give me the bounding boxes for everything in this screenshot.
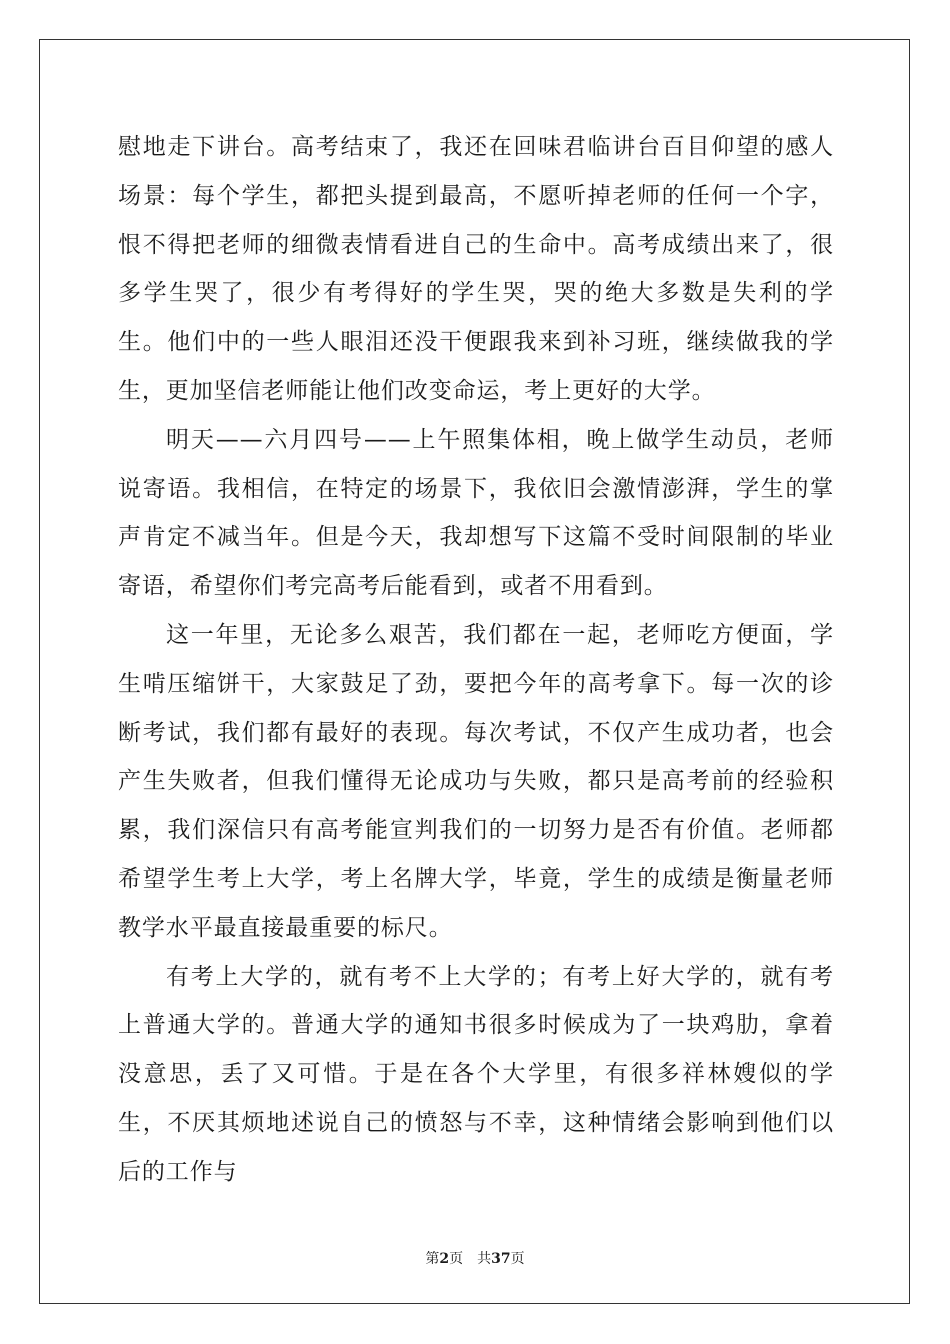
paragraph-1: 慰地走下讲台。高考结束了，我还在回味君临讲台百目仰望的感人场景：每个学生，都把头提到最高，不愿听掉老师的任何一个字，恨不得把老师的细微表情看进自己的生命中。高考成绩出来了，很多学生哭了，很少有考得好的学生哭，哭的绝大多数是失利的学生。他们中的一些人眼泪还没干便跟我来到补习班，继续做我的学生，更加坚信老师能让他们改变命运，考上更好的大学。 [118,134,834,404]
paragraph-2: 明天——六月四号——上午照集体相，晚上做学生动员，老师说寄语。我相信，在特定的场景下，我依旧会激情澎湃，学生的掌声肯定不减当年。但是今天，我却想写下这篇不受时间限制的毕业寄语，希望你们考完高考后能看到，或者不用看到。 [118,426,834,600]
document-body [118,123,834,1197]
paragraph-3: 这一年里，无论多么艰苦，我们都在一起，老师吃方便面，学生啃压缩饼干，大家鼓足了劲，要把今年的高考拿下。每一次的诊断考试，我们都有最好的表现。每次考试，不仅产生成功者，也会产生失败者，但我们懂得无论成功与失败，都只是高考前的经验积累，我们深信只有高考能宣判我们的一切努力是否有价值。老师都希望学生考上大学，考上名牌大学，毕竟，学生的成绩是衡量老师教学水平最直接最重要的标尺。 [118,621,834,941]
total-suffix: 页 [510,1251,525,1267]
page-footer [0,1248,950,1268]
page-number: 2 [439,1251,450,1267]
paragraph-4: 有考上大学的，就有考不上大学的；有考上好大学的，就有考上普通大学的。普通大学的通知书很多时候成为了一块鸡肋，拿着没意思，丢了又可惜。于是在各个大学里，有很多祥林嫂似的学生，不厌其烦地述说自己的愤怒与不幸，这种情绪会影响到他们以后的工作与 [118,963,834,1185]
total-prefix: 共 [477,1251,492,1267]
page-prefix: 第 [425,1251,440,1267]
total-pages: 37 [491,1251,511,1267]
page-suffix: 页 [449,1251,464,1267]
